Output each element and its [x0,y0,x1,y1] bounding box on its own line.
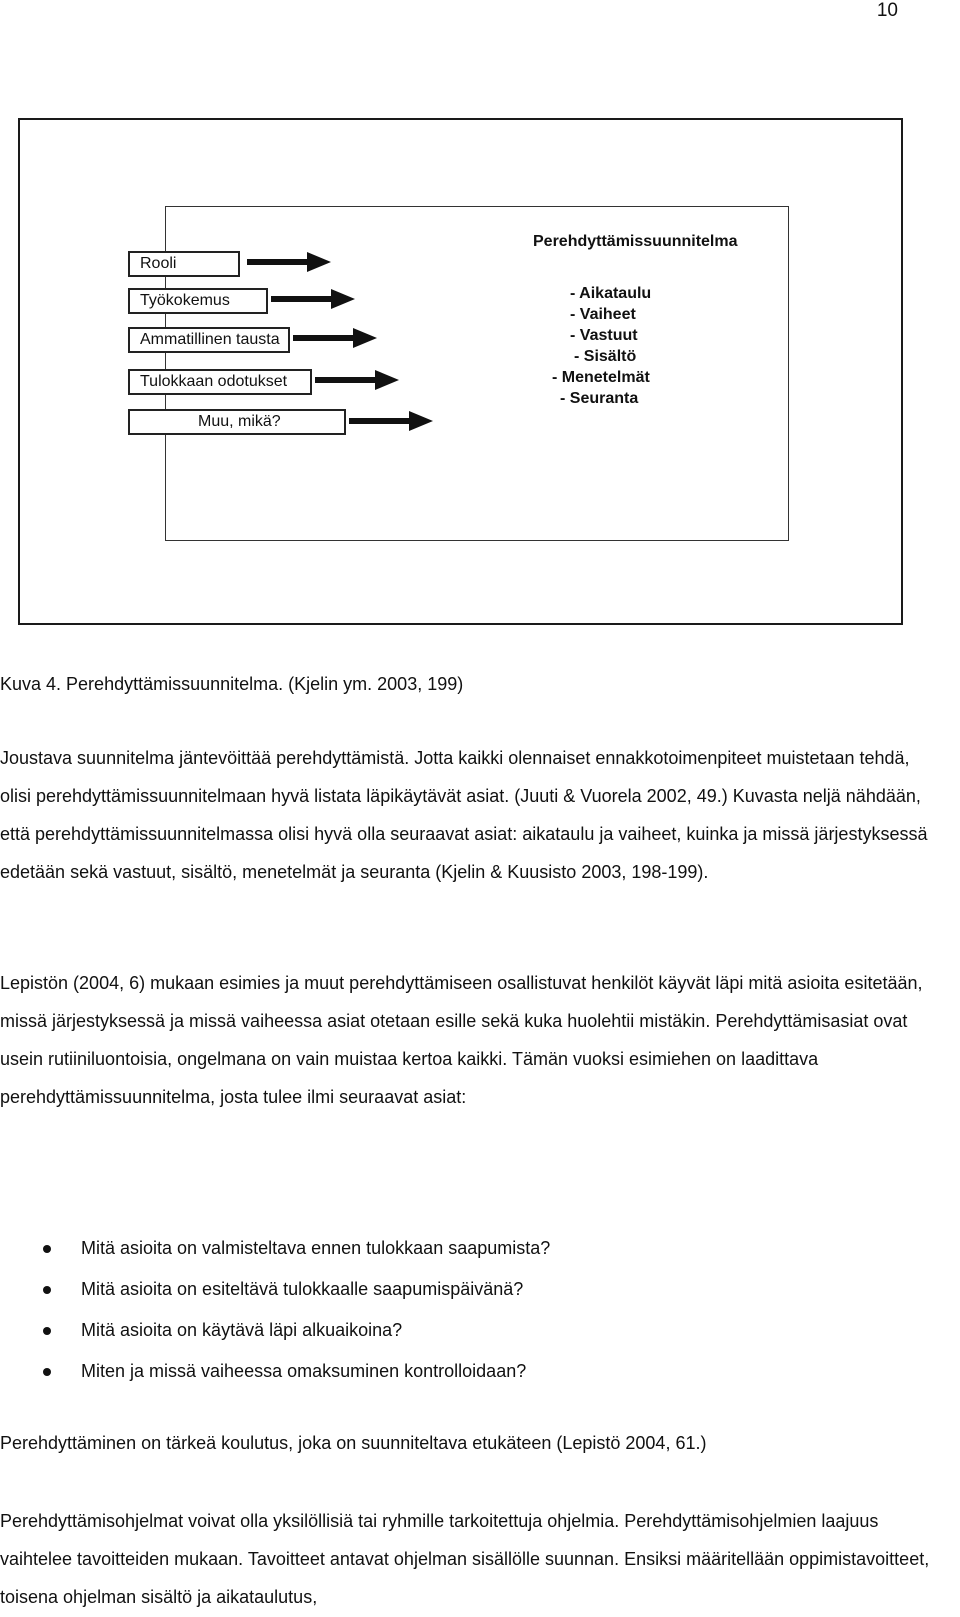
list-item: Mitä asioita on valmisteltava ennen tulokkaan saapumista? [0,1228,550,1269]
bullet-list [0,1228,550,1392]
arrow-icon [315,367,399,393]
list-item: Mitä asioita on käytävä läpi alkuaikoina? [0,1310,550,1351]
paragraph: Joustava suunnitelma jäntevöittää perehdyttämistä. Jotta kaikki olennaiset ennakkotoimenpiteet muistetaan tehdä, olisi perehdyttämissuunnitelmaan hyvä listata läpikäytävät asiat. (Juuti & Vuorela 2002, 49.) Kuvasta neljä nähdään, että perehdyttämissuunnitelmassa olisi hyvä olla seuraavat asiat: aikataulu ja vaiheet, kuinka ja missä järjestyksessä edetään sekä vastuut, sisältö, menetelmät ja seuranta (Kjelin & Kuusisto 2003, 198-199). [0,748,928,882]
plan-item: - Vastuut [570,327,638,344]
plan-item: - Aikataulu [570,285,652,302]
input-box-other: Muu, mikä? [128,409,346,435]
paragraph: Perehdyttäminen on tärkeä koulutus, joka on suunniteltava etukäteen (Lepistö 2004, 61.) [0,1433,707,1453]
input-box-work-experience: Työkokemus [128,288,268,314]
arrow-icon [247,249,331,275]
arrow-icon [349,408,433,434]
list-item: Miten ja missä vaiheessa omaksuminen kontrolloidaan? [0,1351,550,1392]
plan-items [552,283,652,409]
paragraph: Perehdyttämisohjelmat voivat olla yksilöllisiä tai ryhmille tarkoitettuja ohjelmia. Perehdyttämisohjelmien laajuus vaihtelee tavoitteiden mukaan. Tavoitteet antavat ohjelman sisällölle suunnan. Ensiksi määritellään oppimistavoitteet, toisena ohjelman sisältö ja aikataulutus, [0,1511,930,1607]
arrow-icon [271,286,355,312]
page-number: 10 [876,0,898,21]
input-box-professional-background: Ammatillinen tausta [128,327,290,353]
plan-item: - Sisältö [574,348,637,365]
input-box-newcomer-expectations: Tulokkaan odotukset [128,369,312,395]
paragraph: Lepistön (2004, 6) mukaan esimies ja muut perehdyttämiseen osallistuvat henkilöt käyvät läpi mitä asioita esitetään, missä järjestyksessä ja missä vaiheessa asiat otetaan esille sekä kuka huolehtii mistäkin. Perehdyttämisasiat ovat usein rutiiniluontoisia, ongelmana on vain muistaa kertoa kaikki. Tämän vuoksi esimiehen on laadittava perehdyttämissuunnitelma, josta tulee ilmi seuraavat asiat: [0,973,923,1107]
figure-caption: Kuva 4. Perehdyttämissuunnitelma. (Kjelin ym. 2003, 199) [0,674,464,694]
plan-item: - Vaiheet [570,306,636,323]
plan-item: - Menetelmät [552,369,650,386]
plan-title: Perehdyttämissuunnitelma [533,233,738,250]
input-box-role: Rooli [128,251,240,277]
plan-item: - Seuranta [560,390,639,407]
arrow-icon [293,325,377,351]
list-item: Mitä asioita on esiteltävä tulokkaalle saapumispäivänä? [0,1269,550,1310]
